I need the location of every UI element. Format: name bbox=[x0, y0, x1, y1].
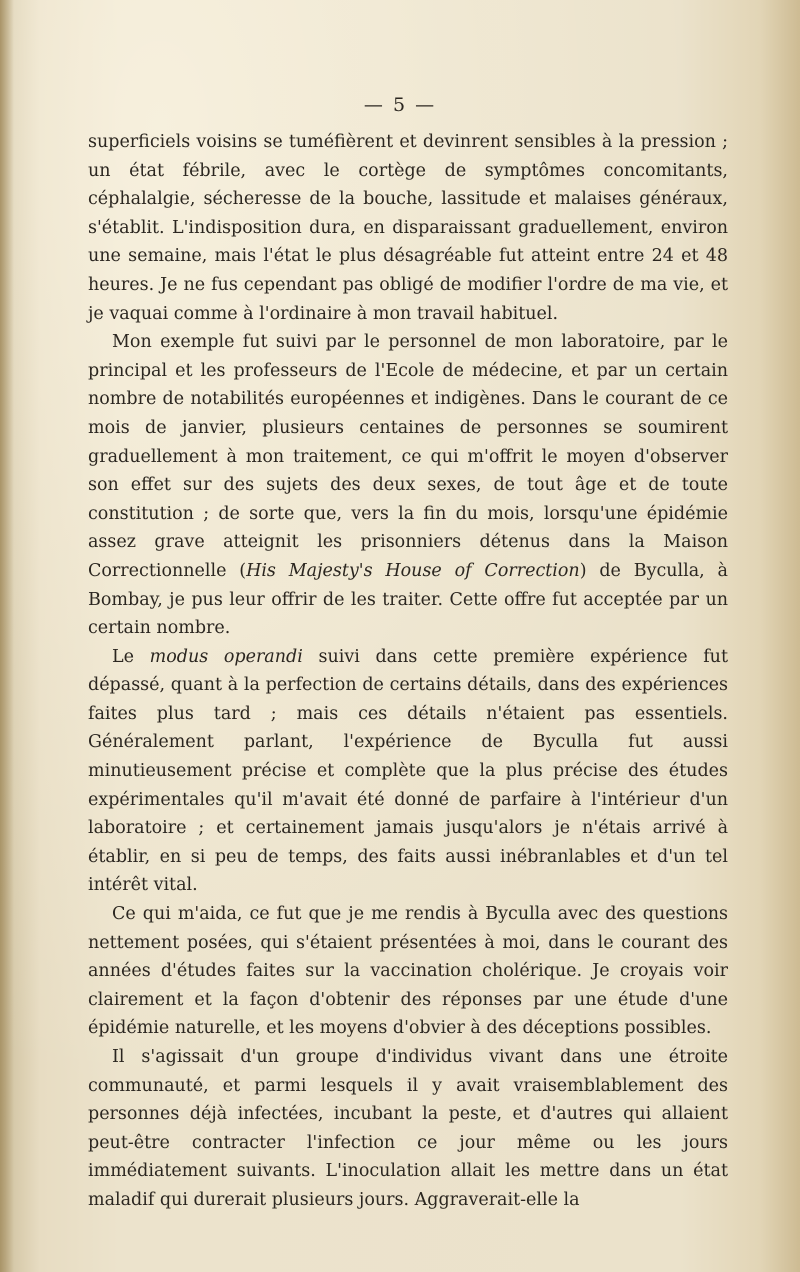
page-edge-shadow bbox=[0, 0, 14, 1272]
body-text bbox=[88, 128, 728, 1215]
text-run: Ce qui m'aida, ce fut que je me rendis à Byculla avec des questions nettement posées, qui s'étaient présentées à moi, dans le courant des années d'études faites sur la vaccination cholérique. Je croyais voir clairement et la façon d'obtenir des réponses par une étude d'une épidémie naturelle, et les moyens d'obvier à des déceptions possibles. bbox=[88, 904, 728, 1039]
paragraph bbox=[88, 1043, 728, 1215]
text-run: superficiels voisins se tuméfièrent et devinrent sensibles à la pression ; un état fébrile, avec le cortège de symptômes concomitants, céphalalgie, sécheresse de la bouche, lassitude et malaises généraux, s'établit. L'indisposition dura, en disparaissant graduellement, environ une semaine, mais l'état le plus désagréable fut atteint entre 24 et 48 heures. Je ne fus cependant pas obligé de modifier l'ordre de ma vie, et je vaquai comme à l'ordinaire à mon travail habituel. bbox=[88, 132, 728, 324]
text-run: Le bbox=[112, 646, 150, 667]
text-run: suivi dans cette première expérience fut dépassé, quant à la perfection de certains détails, dans des expériences faites plus tard ; mais ces détails n'étaient pas essentiels. Généralement parlant, l'expérience de Byculla fut aussi minutieusement précise et complète que la plus précise des études expérimentales qu'il m'avait été donné de parfaire à l'intérieur d'un laboratoire ; et certainement jamais jusqu'alors je n'étais arrivé à établir, en si peu de temps, des faits aussi inébranlables et d'un tel intérêt vital. bbox=[88, 646, 728, 896]
paragraph bbox=[88, 328, 728, 643]
text-run: Il s'agissait d'un groupe d'individus vivant dans une étroite communauté, et parmi lesquels il y avait vraisemblablement des personnes déjà infectées, incubant la peste, et d'autres qui allaient peut-être contracter l'infection ce jour même ou les jours immédiatement suivants. L'inoculation allait les mettre dans un état maladif qui durerait plusieurs jours. Aggraverait-elle la bbox=[88, 1047, 728, 1210]
italic-text: modus operandi bbox=[149, 646, 303, 667]
text-run: Mon exemple fut suivi par le personnel de mon laboratoire, par le principal et les professeurs de l'Ecole de médecine, et par un certain nombre de notabilités européennes et indigènes. Dans le courant de ce mois de janvier, plusieurs centaines de personnes se soumirent graduellement à mon traitement, ce qui m'offrit le moyen d'observer son effet sur des sujets des deux sexes, de tout âge et de toute constitution ; de sorte que, vers la fin du mois, lorsqu'une épidémie assez grave atteignit les prisonniers détenus dans la Maison Correctionnelle ( bbox=[88, 332, 728, 581]
text-run: ) de Byculla, à Bombay, je pus leur offrir de les traiter. Cette offre fut acceptée par un certain nombre. bbox=[88, 560, 728, 639]
italic-text: His Majesty's House of Correction bbox=[246, 560, 580, 581]
paragraph bbox=[88, 128, 728, 328]
page-number: — 5 — bbox=[363, 94, 437, 116]
paragraph bbox=[88, 900, 728, 1043]
paragraph bbox=[88, 643, 728, 900]
